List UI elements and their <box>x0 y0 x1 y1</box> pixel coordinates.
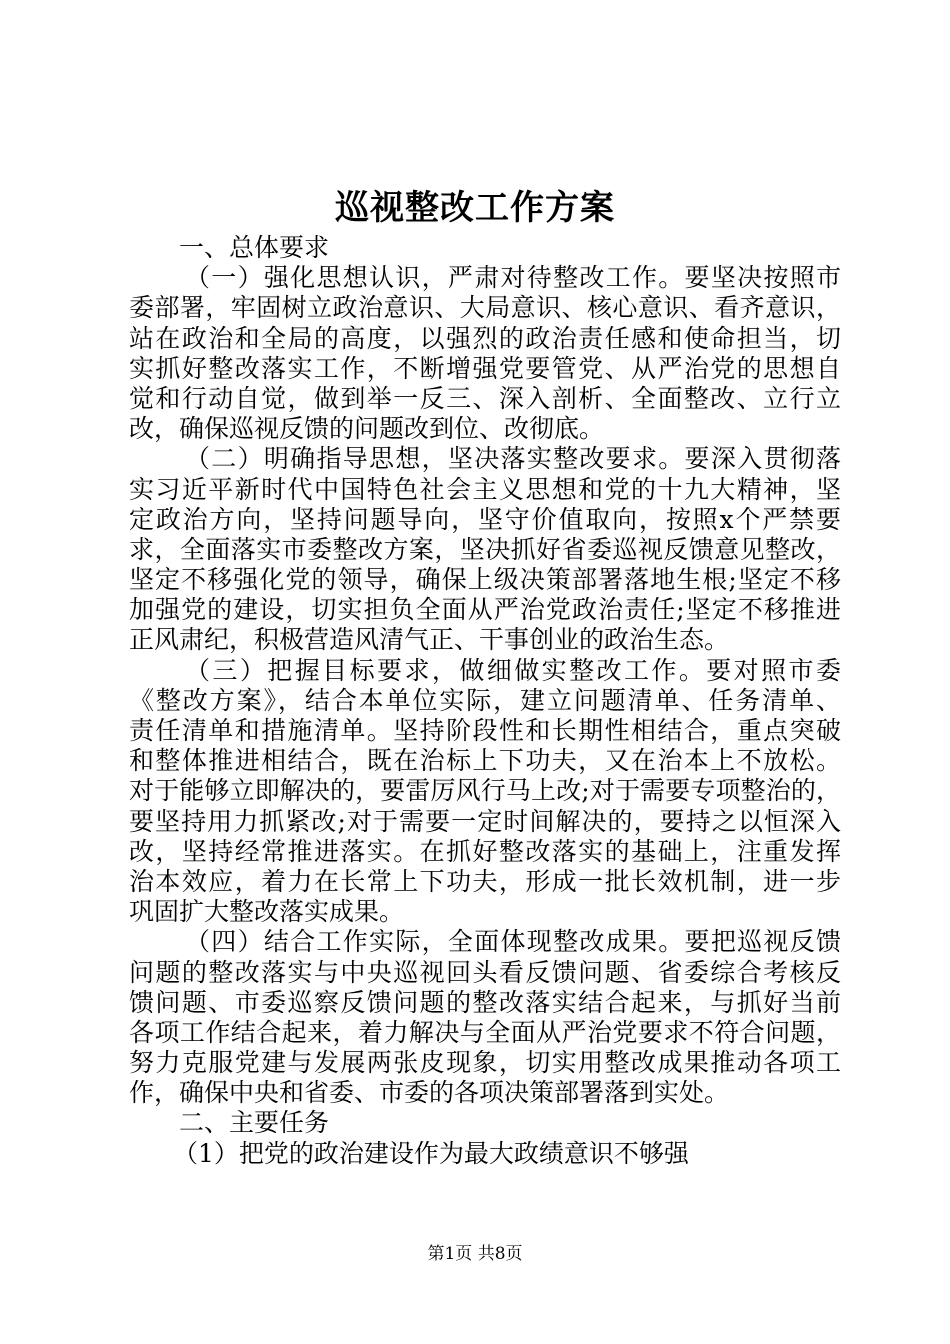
document-body <box>129 233 841 1169</box>
paragraph-line: 巩固扩大整改落实成果。 <box>129 897 405 927</box>
paragraph-line: 委部署，牢固树立政治意识、大局意识、核心意识、看齐意识， <box>129 293 841 323</box>
paragraph-line: 改，确保巡视反馈的问题改到位、改彻底。 <box>129 414 605 444</box>
paragraph-line: 馈问题、市委巡察反馈问题的整改落实结合起来，与抓好当前 <box>129 987 841 1017</box>
section-heading: 一、总体要求 <box>179 233 330 262</box>
paragraph-line: 作，确保中央和省委、市委的各项决策部署落到实处。 <box>129 1078 730 1108</box>
paragraph-line: 《整改方案》，结合本单位实际，建立问题清单、任务清单、 <box>129 685 841 715</box>
paragraph-line: 改，坚持经常推进落实。在抓好整改落实的基础上，注重发挥 <box>129 836 841 866</box>
paragraph-line: 定政治方向，坚持问题导向，坚守价值取向，按照x个严禁要 <box>129 504 841 534</box>
paragraph-line: 努力克服党建与发展两张皮现象，切实用整改成果推动各项工 <box>129 1048 841 1078</box>
paragraph-line: （四）结合工作实际，全面体现整改成果。要把巡视反馈 <box>185 927 841 957</box>
document-title: 巡视整改工作方案 <box>335 188 615 228</box>
paragraph-line: 实习近平新时代中国特色社会主义思想和党的十九大精神，坚 <box>129 474 841 504</box>
paragraph-line: 各项工作结合起来，着力解决与全面从严治党要求不符合问题， <box>129 1017 841 1047</box>
paragraph-line: 站在政治和全局的高度，以强烈的政治责任感和使命担当，切 <box>129 323 841 353</box>
paragraph-line: （三）把握目标要求，做细做实整改工作。要对照市委 <box>185 655 841 685</box>
page-footer: 第1页 共8页 <box>427 1244 523 1264</box>
paragraph-line: （一）强化思想认识，严肃对待整改工作。要坚决按照市 <box>185 263 841 293</box>
paragraph-line: 正风肃纪，积极营造风清气正、干事创业的政治生态。 <box>129 625 730 655</box>
paragraph-line: 和整体推进相结合，既在治标上下功夫，又在治本上不放松。 <box>129 746 841 776</box>
paragraph-line: （1）把党的政治建设作为最大政绩意识不够强 <box>173 1138 689 1168</box>
paragraph-line: 治本效应，着力在长常上下功夫，形成一批长效机制，进一步 <box>129 866 841 896</box>
paragraph-line: 加强党的建设，切实担负全面从严治党政治责任;坚定不移推进 <box>129 595 841 625</box>
paragraph-line: 问题的整改落实与中央巡视回头看反馈问题、省委综合考核反 <box>129 957 841 987</box>
paragraph-line: 要坚持用力抓紧改;对于需要一定时间解决的，要持之以恒深入 <box>129 806 841 836</box>
paragraph-line: 对于能够立即解决的，要雷厉风行马上改;对于需要专项整治的， <box>129 776 841 806</box>
paragraph-line: 坚定不移强化党的领导，确保上级决策部署落地生根;坚定不移 <box>129 565 841 595</box>
paragraph-line: （二）明确指导思想，坚决落实整改要求。要深入贯彻落 <box>185 444 841 474</box>
paragraph-line: 觉和行动自觉，做到举一反三、深入剖析、全面整改、立行立 <box>129 383 841 413</box>
section-heading: 二、主要任务 <box>179 1108 330 1138</box>
paragraph-line: 责任清单和措施清单。坚持阶段性和长期性相结合，重点突破 <box>129 716 841 745</box>
paragraph-line: 求，全面落实市委整改方案，坚决抓好省委巡视反馈意见整改， <box>129 534 841 564</box>
paragraph-line: 实抓好整改落实工作，不断增强党要管党、从严治党的思想自 <box>129 353 841 383</box>
